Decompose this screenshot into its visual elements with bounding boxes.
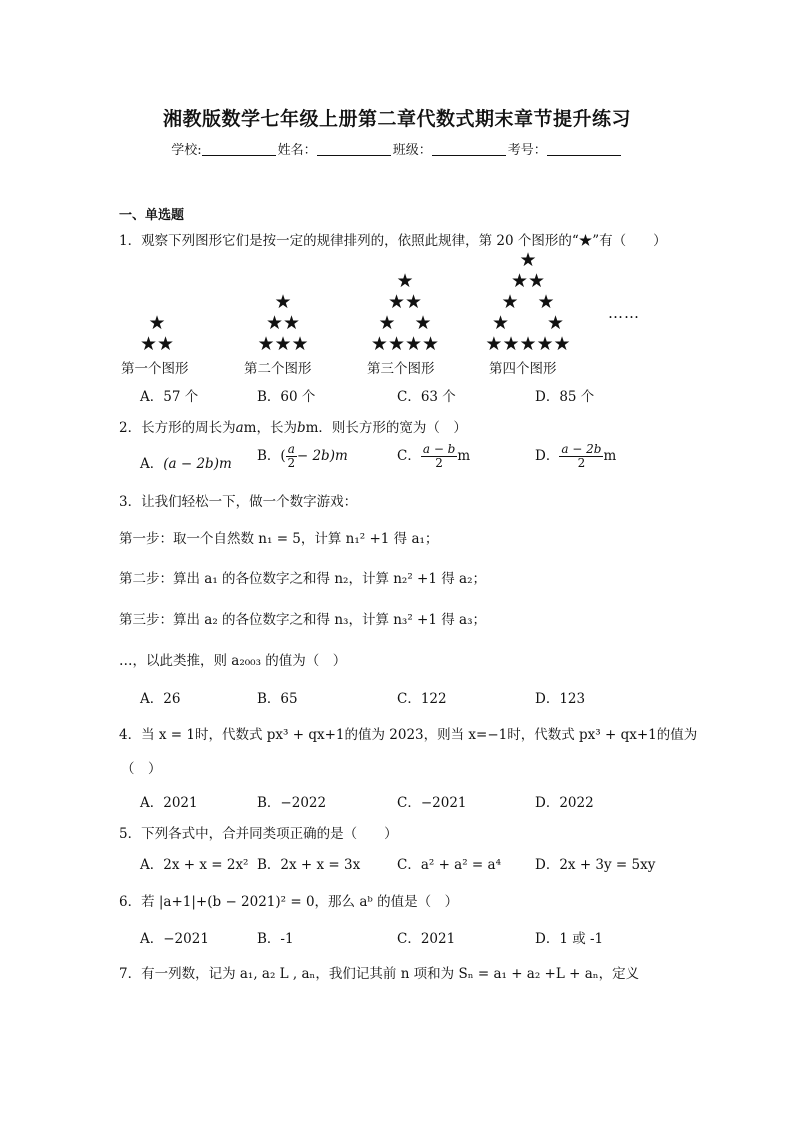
q6-option-c[interactable]: C．2021 bbox=[397, 931, 456, 947]
q1-fig4-row: ★ bbox=[519, 249, 537, 271]
q7-stem: 7．有一列数，记为 a₁, a₂ L , aₙ，我们记其前 n 项和为 Sₙ = a₁ + a₂ +L + aₙ，定义 bbox=[119, 966, 640, 982]
q1-fig3-row: ★★ bbox=[387, 291, 423, 313]
q2-b-den: 2 bbox=[287, 456, 296, 470]
q2-var-b: b bbox=[296, 420, 306, 436]
q6-option-a[interactable]: A．−2021 bbox=[140, 931, 209, 947]
section-title: 一、单选题 bbox=[119, 208, 185, 223]
q3-option-d[interactable]: D．123 bbox=[535, 691, 586, 707]
q3-stem: 3．让我们轻松一下，做一个数字游戏： bbox=[119, 494, 358, 510]
q4-option-c[interactable]: C．−2021 bbox=[397, 795, 467, 811]
id-blank bbox=[547, 142, 621, 156]
q2-option-c[interactable] bbox=[397, 443, 470, 470]
q4-stem-paren: （ ） bbox=[121, 761, 162, 777]
q2-b-pre: ( bbox=[280, 448, 286, 464]
q1-fig3-row: ★★★★ bbox=[370, 333, 440, 355]
student-info-line bbox=[0, 139, 794, 158]
q2-option-d[interactable] bbox=[535, 443, 616, 470]
q1-fig2-row: ★★ bbox=[265, 312, 301, 334]
q1-fig2-row: ★★★ bbox=[257, 333, 309, 355]
q1-option-b[interactable]: B．60 个 bbox=[257, 389, 316, 405]
q2-b-post: − 2b)m bbox=[296, 448, 348, 464]
q1-option-d[interactable]: D．85 个 bbox=[535, 389, 595, 405]
q2-option-a[interactable] bbox=[140, 452, 232, 472]
q2-d-den: 2 bbox=[577, 456, 586, 470]
q2-d-num: a − 2b bbox=[561, 442, 602, 456]
q1-figure-4 bbox=[474, 250, 582, 355]
q2-c-unit: m bbox=[457, 448, 471, 464]
q2-var-a: a bbox=[235, 420, 244, 436]
q2-a-expr: (a − 2b)m bbox=[163, 456, 232, 472]
q1-fig4-label: 第四个图形 bbox=[489, 361, 557, 377]
q1-fig1-row: ★★ bbox=[139, 333, 175, 355]
class-label: 班级： bbox=[392, 143, 432, 158]
q3-option-c[interactable]: C．122 bbox=[397, 691, 447, 707]
q4-stem: 4．当 x = 1时，代数式 px³ + qx+1的值为 2023，则当 x=−1时，代数式 px³ + qx+1的值为 bbox=[119, 727, 698, 743]
q5-stem: 5．下列各式中，合并同类项正确的是（ ） bbox=[119, 826, 398, 842]
q1-figure-1 bbox=[133, 313, 181, 355]
q2-d-unit: m bbox=[603, 448, 617, 464]
q2-stem-b: m，长为 bbox=[243, 420, 297, 436]
q3-step1: 第一步：取一个自然数 n₁ = 5，计算 n₁² +1 得 a₁； bbox=[119, 531, 439, 547]
q3-option-b[interactable]: B．65 bbox=[257, 691, 298, 707]
q2-b-label: B． bbox=[257, 448, 281, 464]
q1-ellipsis: …… bbox=[608, 304, 640, 322]
name-label: 姓名： bbox=[277, 143, 317, 158]
q6-option-b[interactable]: B．-1 bbox=[257, 931, 294, 947]
q3-step3: 第三步：算出 a₂ 的各位数字之和得 n₃，计算 n₃² +1 得 a₃； bbox=[119, 612, 486, 628]
q2-d-label: D． bbox=[535, 448, 560, 464]
q5-option-a[interactable]: A．2x + x = 2x² bbox=[140, 857, 249, 873]
q2-c-num: a − b bbox=[422, 442, 456, 456]
q2-c-label: C． bbox=[397, 448, 421, 464]
q1-fig4-row: ★★ bbox=[510, 270, 546, 292]
q2-c-fraction bbox=[421, 443, 458, 470]
q1-fig3-label: 第三个图形 bbox=[367, 361, 435, 377]
q1-fig1-label: 第一个图形 bbox=[121, 361, 189, 377]
q2-option-b[interactable] bbox=[257, 443, 348, 470]
q2-c-den: 2 bbox=[435, 456, 443, 470]
q2-stem bbox=[119, 416, 467, 436]
q6-stem: 6．若 |a+1|+(b − 2021)² = 0，那么 aᵇ 的值是（ ） bbox=[119, 894, 459, 910]
q3-option-a[interactable]: A．26 bbox=[140, 691, 181, 707]
q5-option-c[interactable]: C．a² + a² = a⁴ bbox=[397, 857, 501, 873]
q5-option-d[interactable]: D．2x + 3y = 5xy bbox=[535, 857, 656, 873]
q1-fig4-row: ★ ★ bbox=[501, 291, 555, 313]
q2-stem-c: m．则长方形的宽为（ ） bbox=[305, 420, 467, 436]
q1-figure-2 bbox=[250, 292, 316, 355]
q1-fig3-row: ★ bbox=[396, 270, 414, 292]
q1-option-c[interactable]: C．63 个 bbox=[397, 389, 456, 405]
id-label: 考号： bbox=[507, 143, 547, 158]
q2-b-fraction bbox=[286, 443, 297, 470]
q1-fig1-row: ★ bbox=[148, 312, 166, 334]
q3-step2: 第二步：算出 a₁ 的各位数字之和得 n₂，计算 n₂² +1 得 a₂； bbox=[119, 571, 486, 587]
name-blank bbox=[317, 142, 391, 156]
q1-fig4-row: ★ ★ bbox=[491, 312, 565, 334]
q4-option-b[interactable]: B．−2022 bbox=[257, 795, 327, 811]
q1-fig2-label: 第二个图形 bbox=[244, 361, 312, 377]
q1-figure-3 bbox=[362, 271, 448, 355]
q3-step4: …，以此类推，则 a₂₀₀₃ 的值为（ ） bbox=[119, 653, 347, 669]
q2-b-num: a bbox=[287, 442, 295, 456]
q1-fig2-row: ★ bbox=[274, 291, 292, 313]
q5-option-b[interactable]: B．2x + x = 3x bbox=[257, 857, 361, 873]
school-blank bbox=[202, 142, 276, 156]
q1-option-a[interactable]: A．57 个 bbox=[140, 389, 199, 405]
q2-a-label: A． bbox=[140, 456, 164, 472]
school-label: 学校: bbox=[171, 143, 202, 158]
q1-stem: 1．观察下列图形它们是按一定的规律排列的，依照此规律，第 20 个图形的“★”有（ ） bbox=[119, 233, 667, 249]
page-title: 湘教版数学七年级上册第二章代数式期末章节提升练习 bbox=[162, 108, 631, 130]
class-blank bbox=[432, 142, 506, 156]
q1-fig3-row: ★ ★ bbox=[378, 312, 432, 334]
q4-option-a[interactable]: A．2021 bbox=[140, 795, 198, 811]
q4-option-d[interactable]: D．2022 bbox=[535, 795, 594, 811]
q6-option-d[interactable]: D．1 或 -1 bbox=[535, 931, 604, 947]
q1-fig4-row: ★★★★★ bbox=[485, 333, 571, 355]
q2-d-fraction bbox=[559, 443, 603, 470]
q2-stem-a: 2．长方形的周长为 bbox=[119, 420, 236, 436]
